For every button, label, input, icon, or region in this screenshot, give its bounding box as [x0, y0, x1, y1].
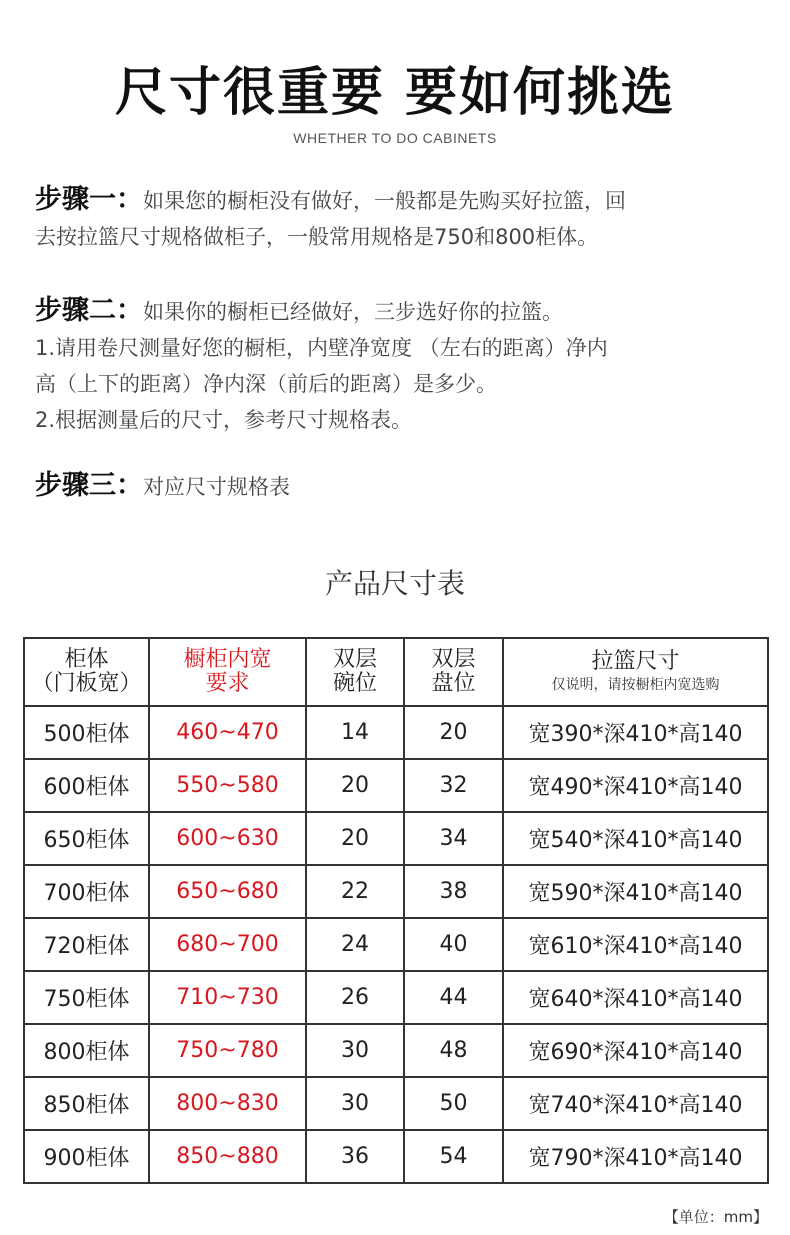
step-two-line: 如果你的橱柜已经做好，三步选好你的拉篮。: [143, 300, 563, 324]
table-row: [24, 971, 768, 1024]
header-cabinet-line1: 柜体: [64, 647, 109, 672]
step-one-label: 步骤一：: [35, 184, 143, 215]
cell-basket-size: 宽690*深410*高140: [503, 1024, 768, 1077]
header-plate-line2: 盘位: [431, 671, 476, 696]
cell-inner-width: 680~700: [149, 918, 306, 971]
header-cabinet-line2: （门板宽）: [31, 671, 142, 696]
cell-plate: 20: [404, 706, 503, 759]
header-cabinet: [24, 638, 149, 706]
table-header-row: [24, 638, 768, 706]
cell-cabinet: 650柜体: [24, 812, 149, 865]
step-three: [35, 468, 760, 505]
table-row: [24, 918, 768, 971]
cell-bowl: 24: [306, 918, 404, 971]
step-one-line: 如果您的橱柜没有做好，一般都是先购买好拉篮，回: [143, 189, 626, 213]
cell-cabinet: 750柜体: [24, 971, 149, 1024]
cell-cabinet: 850柜体: [24, 1077, 149, 1130]
header-basket-label: 拉篮尺寸: [591, 649, 680, 674]
header-bowl-line2: 碗位: [332, 671, 377, 696]
page-title: 尺寸很重要 要如何挑选: [114, 63, 676, 123]
cell-inner-width: 550~580: [149, 759, 306, 812]
header-inner-line2: 要求: [205, 671, 250, 696]
cell-basket-size: 宽590*深410*高140: [503, 865, 768, 918]
cell-bowl: 30: [306, 1077, 404, 1130]
header-inner-width: [149, 638, 306, 706]
cell-bowl: 30: [306, 1024, 404, 1077]
cell-inner-width: 750~780: [149, 1024, 306, 1077]
table-row: [24, 1024, 768, 1077]
header-basket-size: [503, 638, 768, 706]
header-bowl: [306, 638, 404, 706]
cell-bowl: 22: [306, 865, 404, 918]
cell-basket-size: 宽740*深410*高140: [503, 1077, 768, 1130]
step-one-line: 去按拉篮尺寸规格做柜子，一般常用规格是750和800柜体。: [35, 225, 599, 249]
step-two-line: 2.根据测量后的尺寸，参考尺寸规格表。: [35, 408, 413, 432]
cell-cabinet: 700柜体: [24, 865, 149, 918]
cell-plate: 50: [404, 1077, 503, 1130]
cell-bowl: 36: [306, 1130, 404, 1183]
step-two-line: 1.请用卷尺测量好您的橱柜，内壁净宽度 （左右的距离）净内: [35, 336, 608, 360]
cell-plate: 40: [404, 918, 503, 971]
header-inner-line1: 橱柜内宽: [183, 647, 272, 672]
cell-plate: 54: [404, 1130, 503, 1183]
header-basket-note: 仅说明，请按橱柜内宽选购: [551, 677, 720, 693]
cell-cabinet: 720柜体: [24, 918, 149, 971]
cell-basket-size: 宽640*深410*高140: [503, 971, 768, 1024]
header-plate-line1: 双层: [431, 647, 476, 672]
step-two-label: 步骤二：: [35, 295, 143, 326]
step-one: [35, 182, 760, 255]
cell-cabinet: 800柜体: [24, 1024, 149, 1077]
cell-basket-size: 宽490*深410*高140: [503, 759, 768, 812]
cell-inner-width: 850~880: [149, 1130, 306, 1183]
table-row: [24, 865, 768, 918]
cell-inner-width: 650~680: [149, 865, 306, 918]
cell-basket-size: 宽540*深410*高140: [503, 812, 768, 865]
cell-bowl: 14: [306, 706, 404, 759]
cell-plate: 34: [404, 812, 503, 865]
step-three-label: 步骤三：: [35, 470, 143, 501]
table-title: 产品尺寸表: [324, 567, 465, 600]
cell-inner-width: 800~830: [149, 1077, 306, 1130]
unit-note: 【单位：mm】: [663, 1208, 768, 1226]
size-spec-table: [23, 637, 769, 1184]
cell-inner-width: 600~630: [149, 812, 306, 865]
cell-cabinet: 900柜体: [24, 1130, 149, 1183]
table-row: [24, 759, 768, 812]
cell-basket-size: 宽610*深410*高140: [503, 918, 768, 971]
cell-plate: 44: [404, 971, 503, 1024]
cell-basket-size: 宽790*深410*高140: [503, 1130, 768, 1183]
cell-cabinet: 500柜体: [24, 706, 149, 759]
step-two-line: 高（上下的距离）净内深（前后的距离）是多少。: [35, 372, 497, 396]
cell-bowl: 20: [306, 759, 404, 812]
step-three-line: 对应尺寸规格表: [143, 475, 290, 499]
table-row: [24, 812, 768, 865]
table-row: [24, 1077, 768, 1130]
cell-plate: 38: [404, 865, 503, 918]
cell-bowl: 20: [306, 812, 404, 865]
step-two: [35, 293, 760, 438]
header-plate: [404, 638, 503, 706]
cell-basket-size: 宽390*深410*高140: [503, 706, 768, 759]
cell-plate: 48: [404, 1024, 503, 1077]
cell-bowl: 26: [306, 971, 404, 1024]
page-subtitle: WHETHER TO DO CABINETS: [293, 130, 497, 146]
cell-cabinet: 600柜体: [24, 759, 149, 812]
table-row: [24, 706, 768, 759]
cell-inner-width: 710~730: [149, 971, 306, 1024]
cell-inner-width: 460~470: [149, 706, 306, 759]
header-bowl-line1: 双层: [332, 647, 377, 672]
table-row: [24, 1130, 768, 1183]
cell-plate: 32: [404, 759, 503, 812]
